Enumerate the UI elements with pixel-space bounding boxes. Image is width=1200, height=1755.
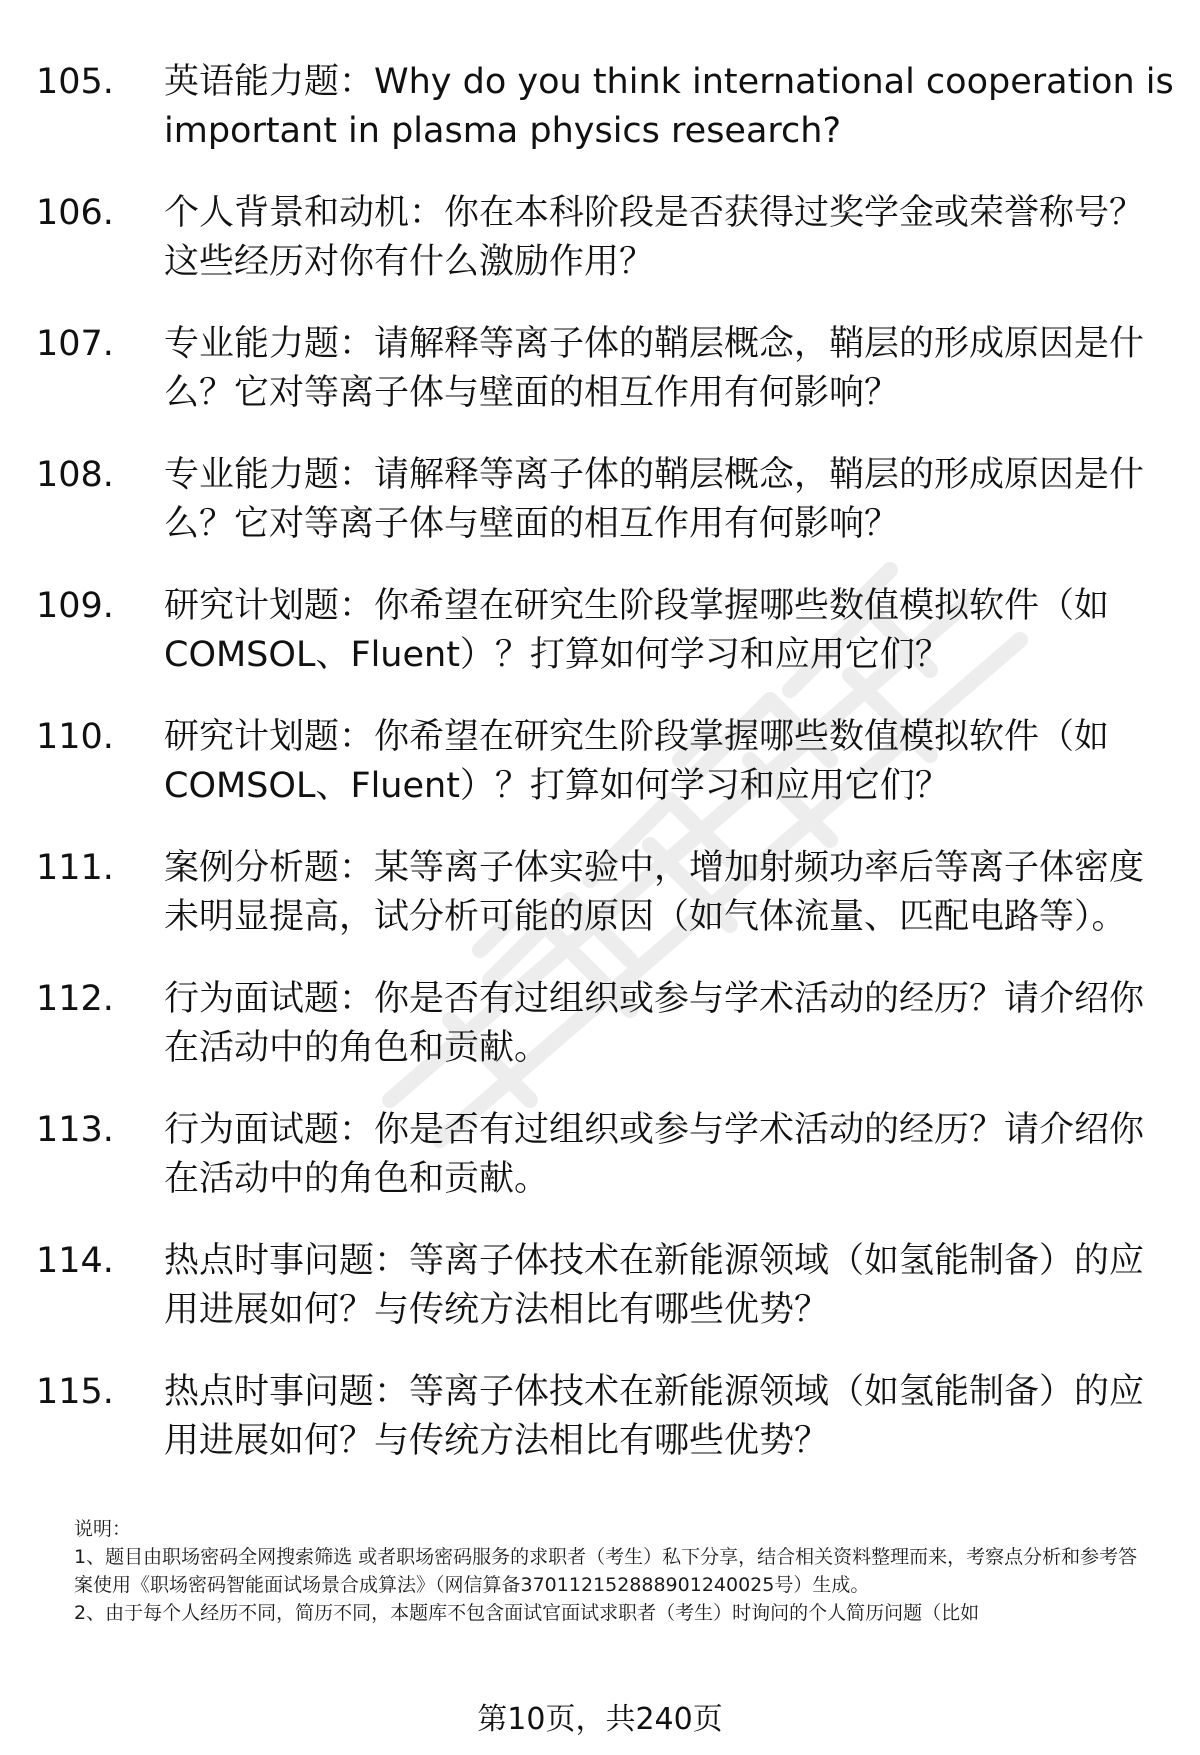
question-number: 113. xyxy=(36,1110,114,1150)
notes-section xyxy=(74,1515,1154,1627)
question-text: 热点时事问题：等离子体技术在新能源领域（如氢能制备）的应用进展如何？与传统方法相比有哪些优势？ xyxy=(164,1241,1145,1330)
question-item xyxy=(0,1106,1200,1237)
question-text: 行为面试题：你是否有过组织或参与学术活动的经历？请介绍你在活动中的角色和贡献。 xyxy=(164,1110,1145,1199)
question-number: 109. xyxy=(36,586,114,626)
question-text: 研究计划题：你希望在研究生阶段掌握哪些数值模拟软件（如COMSOL、Fluent）？打算如何学习和应用它们？ xyxy=(164,586,1110,675)
question-item xyxy=(0,713,1200,844)
question-item xyxy=(0,844,1200,975)
question-item xyxy=(0,451,1200,582)
question-item xyxy=(0,975,1200,1106)
question-text: 专业能力题：请解释等离子体的鞘层概念，鞘层的形成原因是什么？它对等离子体与壁面的相互作用有何影响？ xyxy=(164,455,1145,544)
notes-item: 2、由于每个人经历不同，简历不同，本题库不包含面试官面试求职者（考生）时询问的个人简历问题（比如 xyxy=(74,1602,980,1624)
notes-heading: 说明： xyxy=(74,1518,132,1540)
question-item xyxy=(0,1237,1200,1368)
question-number: 106. xyxy=(36,193,114,233)
question-item xyxy=(0,1368,1200,1499)
question-text: 英语能力题：Why do you think international cooperation is important in plasma physics research? xyxy=(164,62,1174,151)
question-list xyxy=(0,58,1200,1499)
page-footer: 第10页，共240页 xyxy=(477,1702,723,1737)
question-number: 115. xyxy=(36,1372,114,1412)
question-item xyxy=(0,58,1200,189)
question-text: 行为面试题：你是否有过组织或参与学术活动的经历？请介绍你在活动中的角色和贡献。 xyxy=(164,979,1145,1068)
question-number: 107. xyxy=(36,324,114,364)
question-text: 研究计划题：你希望在研究生阶段掌握哪些数值模拟软件（如COMSOL、Fluent）？打算如何学习和应用它们？ xyxy=(164,717,1110,806)
question-item xyxy=(0,582,1200,713)
notes-item: 1、题目由职场密码全网搜索筛选 或者职场密码服务的求职者（考生）私下分享，结合相关资料整理而来，考察点分析和参考答案使用《职场密码智能面试场景合成算法》（网信算备370112152888901240025号）生成。 xyxy=(74,1546,1138,1596)
question-text: 专业能力题：请解释等离子体的鞘层概念，鞘层的形成原因是什么？它对等离子体与壁面的相互作用有何影响？ xyxy=(164,324,1145,413)
question-number: 110. xyxy=(36,717,114,757)
question-text: 案例分析题：某等离子体实验中，增加射频功率后等离子体密度未明显提高，试分析可能的原因（如气体流量、匹配电路等）。 xyxy=(164,848,1145,937)
question-text: 个人背景和动机：你在本科阶段是否获得过奖学金或荣誉称号？这些经历对你有什么激励作用？ xyxy=(164,193,1145,282)
question-number: 105. xyxy=(36,62,114,102)
question-number: 112. xyxy=(36,979,114,1019)
question-number: 114. xyxy=(36,1241,114,1281)
question-text: 热点时事问题：等离子体技术在新能源领域（如氢能制备）的应用进展如何？与传统方法相比有哪些优势？ xyxy=(164,1372,1145,1461)
question-number: 108. xyxy=(36,455,114,495)
question-item xyxy=(0,320,1200,451)
question-number: 111. xyxy=(36,848,114,888)
question-item xyxy=(0,189,1200,320)
